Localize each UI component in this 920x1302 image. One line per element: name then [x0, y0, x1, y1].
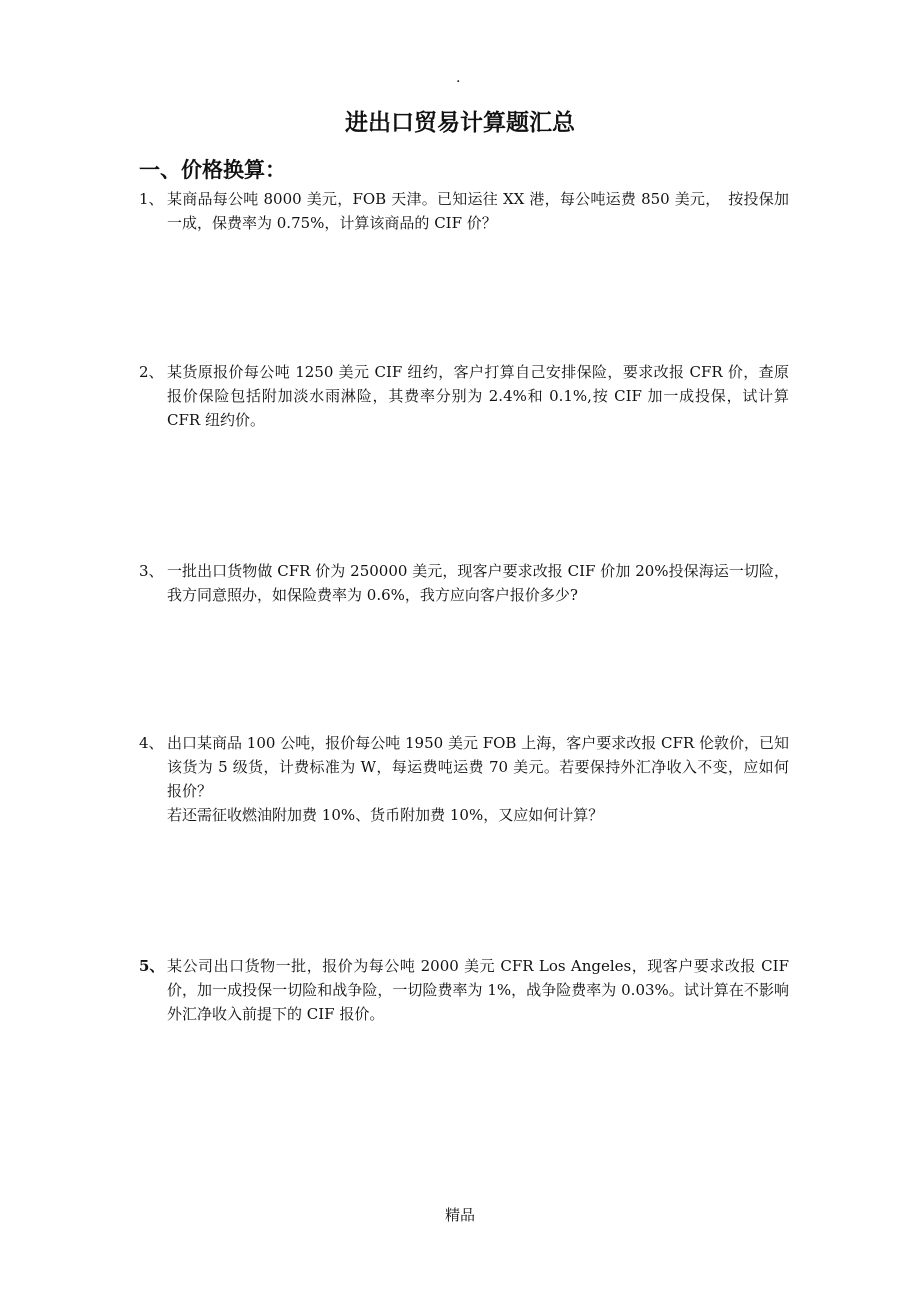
section-title: 一、价格换算：: [139, 157, 286, 182]
question-number: 4、: [139, 734, 164, 752]
footer-text: 精品: [444, 1206, 475, 1224]
question-number: 5、: [139, 957, 165, 975]
question-text: 某商品每公吨 8000 美元，FOB 天津。已知运往 XX 港，每公吨运费 850 美元， 按投保加一成，保费率为 0.75%，计算该商品的 CIF 价？: [167, 190, 789, 232]
question-number: 1、: [139, 190, 164, 208]
question-text: 某公司出口货物一批，报价为每公吨 2000 美元 CFR Los Angeles，现客户要求改报 CIF 价，加一成投保一切险和战争险，一切险费率为 1%，战争险费率为 0.03%。试计算在不影响外汇净收入前提下的 CIF 报价。: [167, 957, 789, 1023]
question-4: [139, 731, 789, 827]
question-followup: 若还需征收燃油附加费 10%、货币附加费 10%，又应如何计算？: [167, 806, 604, 824]
question-text: 一批出口货物做 CFR 价为 250000 美元，现客户要求改报 CIF 价加 20%投保海运一切险，我方同意照办，如保险费率为 0.6%，我方应向客户报价多少?: [167, 562, 789, 604]
question-1: [139, 187, 789, 235]
question-text: 某货原报价每公吨 1250 美元 CIF 纽约，客户打算自己安排保险，要求改报 CFR 价，查原报价保险包括附加淡水雨淋险，其费率分别为 2.4%和 0.1%,按 CIF 加一成投保，试计算 CFR 纽约价。: [167, 363, 789, 429]
question-5: [139, 954, 789, 1026]
question-2: [139, 360, 789, 432]
document-title: 进出口贸易计算题汇总: [345, 109, 575, 136]
question-3: [139, 559, 789, 607]
question-number: 3、: [139, 562, 164, 580]
header-mark: .: [456, 70, 461, 86]
question-number: 2、: [139, 363, 164, 381]
question-text: 出口某商品 100 公吨，报价每公吨 1950 美元 FOB 上海，客户要求改报 CFR 伦敦价，已知该货为 5 级货，计费标准为 W，每运费吨运费 70 美元。若要保持外汇净收入不变，应如何报价？: [167, 734, 789, 800]
